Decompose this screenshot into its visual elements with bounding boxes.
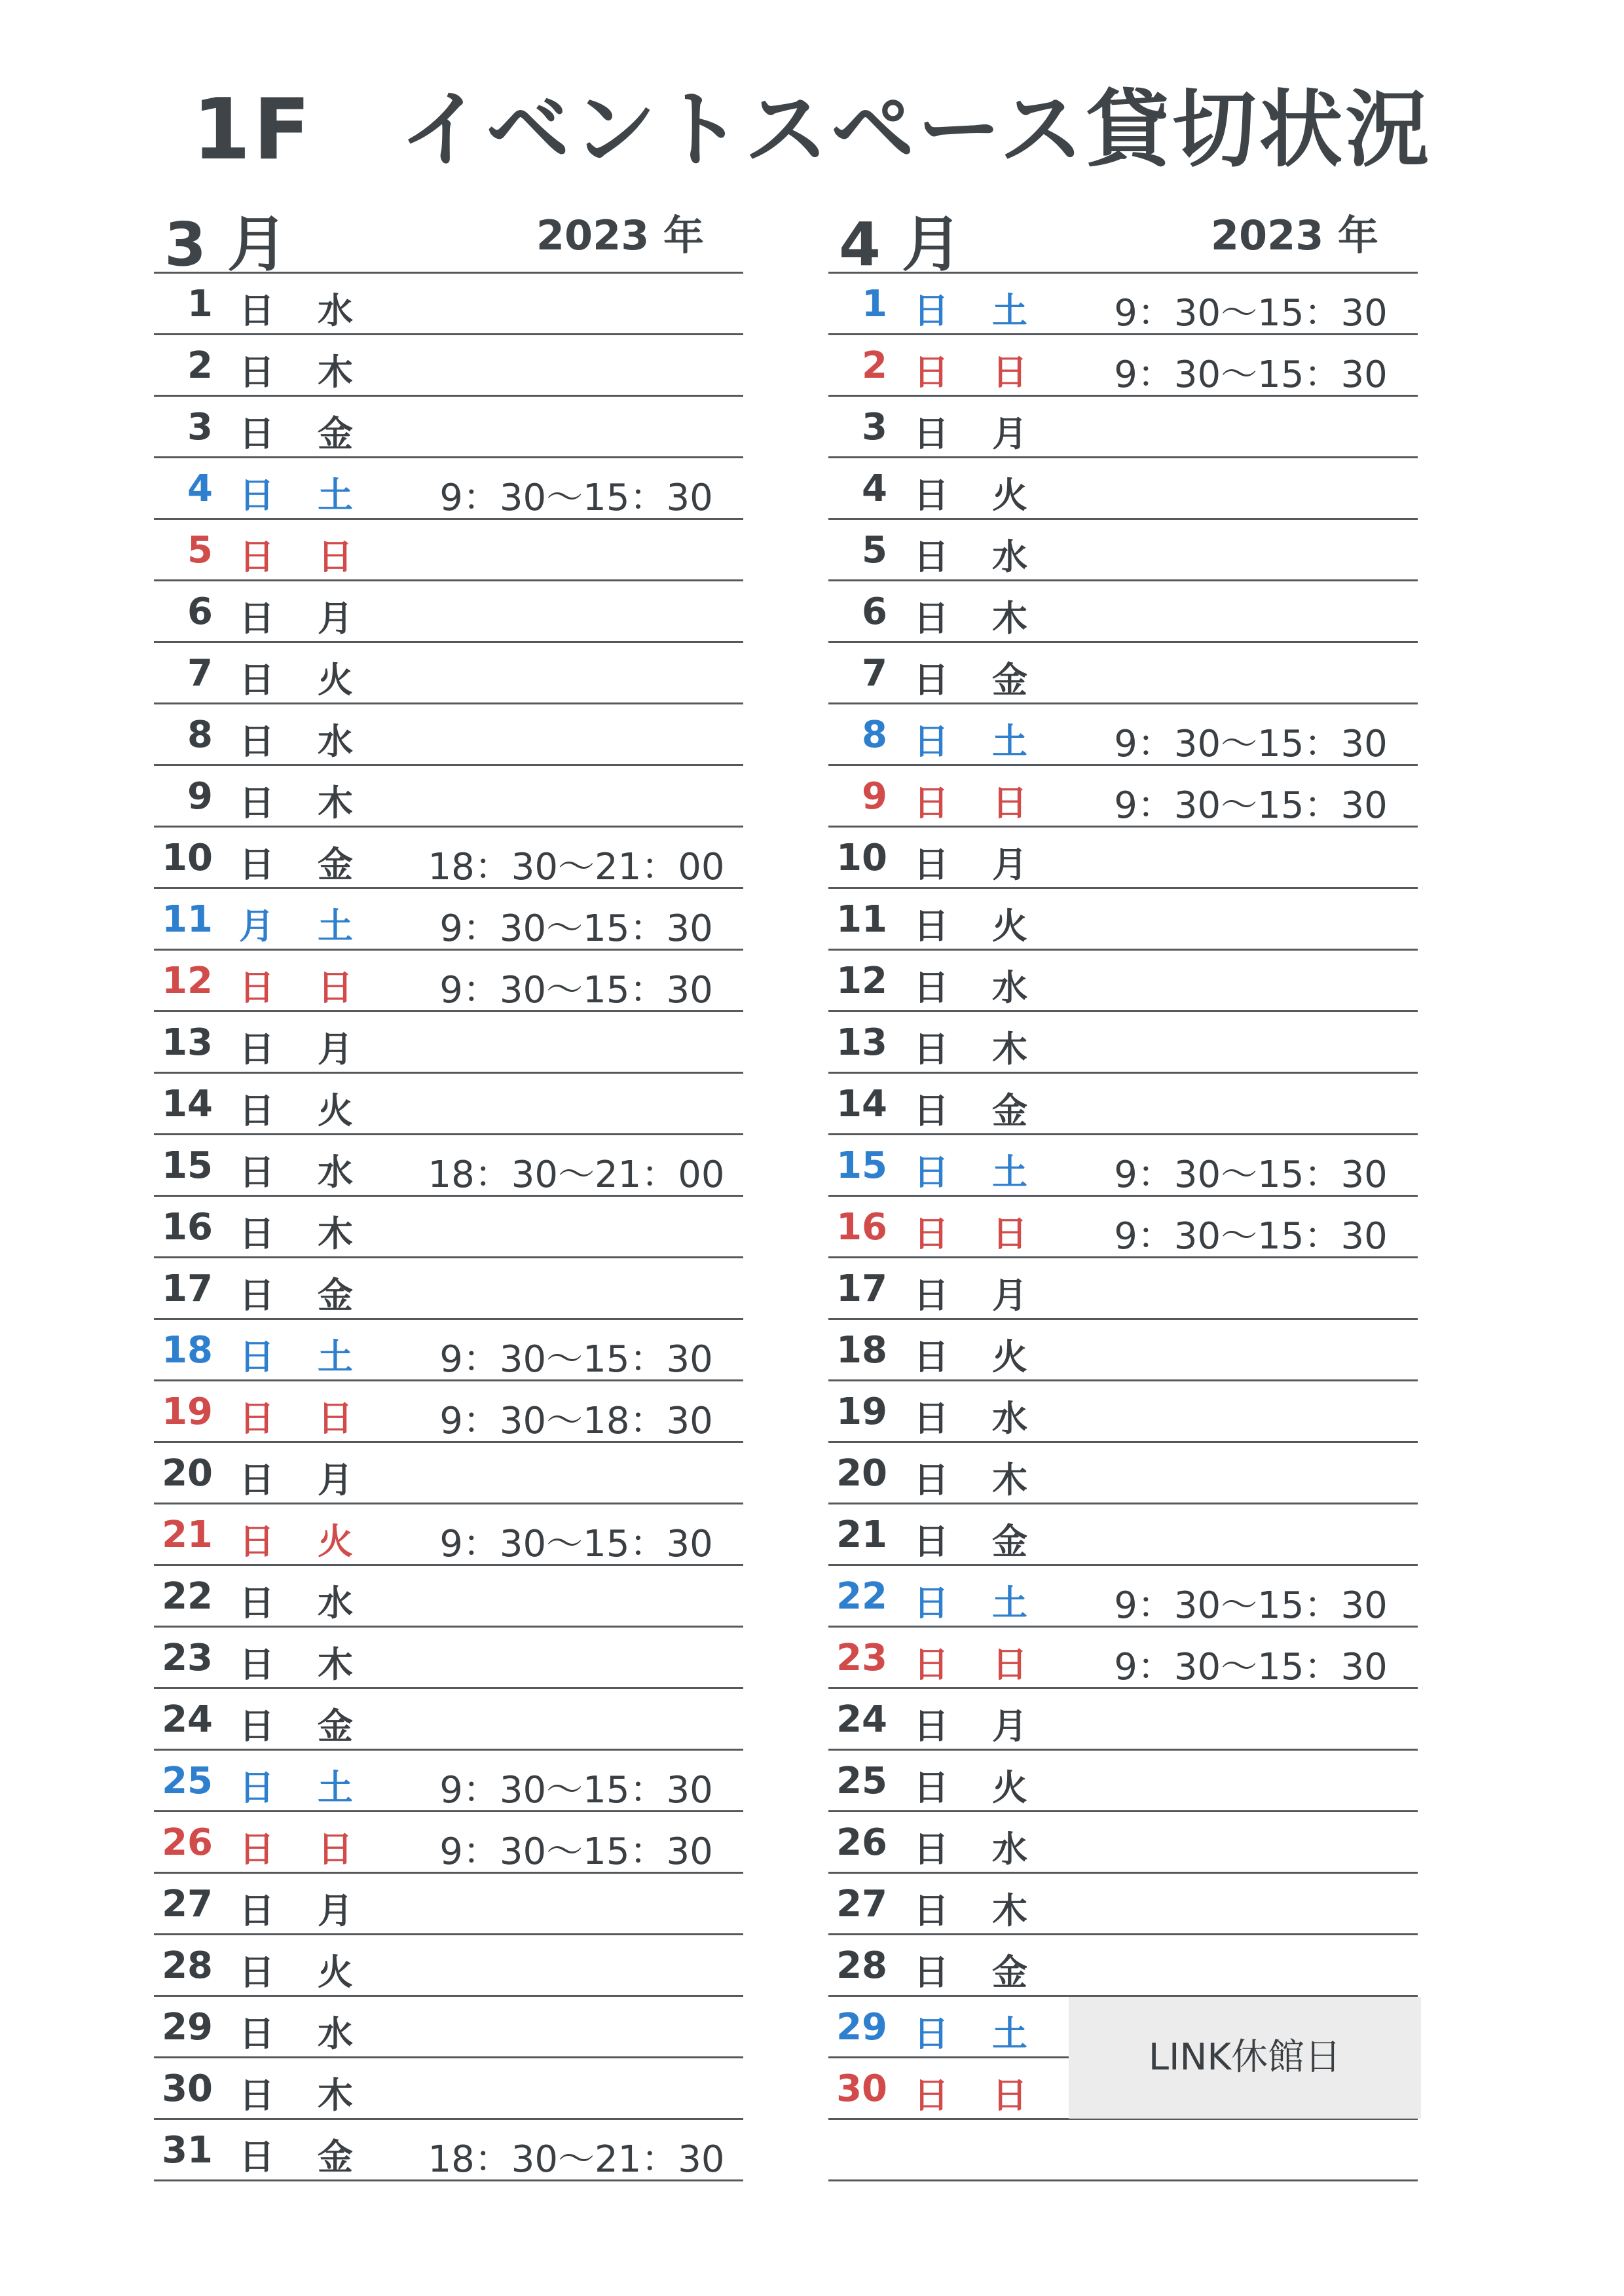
day-suffix: 日 [239, 1952, 274, 1993]
day-suffix: 日 [913, 290, 949, 331]
weekday: 土 [992, 1582, 1027, 1624]
day-suffix: 日 [239, 290, 274, 331]
march-rows [154, 274, 743, 2181]
weekday: 金 [992, 1952, 1027, 1993]
april-month-label: 4 月 [839, 210, 963, 280]
day-number: 8 [862, 714, 887, 756]
table-row [828, 458, 1418, 520]
april-year-label: 2023 年 [1210, 211, 1378, 259]
table-row [828, 1381, 1418, 1443]
table-row [154, 1812, 743, 1874]
day-number: 13 [162, 1021, 213, 1064]
rental-time: 9：30～15：30 [1114, 354, 1388, 396]
weekday: 水 [318, 2013, 353, 2054]
weekday: 日 [992, 2075, 1027, 2116]
table-row [154, 1997, 743, 2058]
day-number: 31 [162, 2129, 213, 2172]
weekday: 水 [992, 1398, 1027, 1439]
rental-time: 9：30～15：30 [1114, 1584, 1388, 1627]
day-number: 10 [836, 837, 887, 879]
day-suffix: 日 [239, 1521, 274, 1562]
day-number: 13 [836, 1021, 887, 1064]
day-suffix: 日 [239, 1090, 274, 1131]
day-suffix: 日 [239, 844, 274, 885]
day-number: 4 [862, 467, 887, 510]
table-row [154, 397, 743, 458]
weekday: 月 [318, 598, 353, 639]
table-row [154, 1197, 743, 1258]
day-suffix: 日 [913, 1705, 949, 1747]
day-suffix: 日 [913, 2013, 949, 2054]
weekday: 土 [318, 905, 353, 947]
day-number: 22 [836, 1575, 887, 1618]
rental-time: 9：30～15：30 [439, 1831, 713, 1873]
table-row [154, 1381, 743, 1443]
table-row [154, 643, 743, 704]
day-suffix: 日 [913, 1644, 949, 1685]
weekday: 日 [992, 782, 1027, 824]
day-number: 11 [162, 898, 213, 941]
day-number: 14 [162, 1083, 213, 1125]
weekday: 土 [318, 1336, 353, 1377]
day-number: 9 [187, 775, 213, 818]
day-suffix: 日 [913, 967, 949, 1008]
rental-time: 9：30～15：30 [439, 969, 713, 1011]
table-row [154, 1566, 743, 1628]
day-number: 1 [187, 283, 213, 325]
day-number: 27 [162, 1883, 213, 1925]
rental-time: 9：30～15：30 [1114, 1646, 1388, 1688]
table-row [154, 1628, 743, 1689]
rental-time: 9：30～15：30 [439, 1769, 713, 1812]
day-suffix: 日 [913, 1152, 949, 1193]
weekday: 木 [318, 1213, 353, 1254]
day-number: 20 [836, 1452, 887, 1495]
weekday: 火 [318, 1521, 353, 1562]
weekday: 金 [318, 1705, 353, 1747]
day-suffix: 日 [913, 1398, 949, 1439]
weekday: 月 [992, 844, 1027, 885]
table-row [828, 274, 1418, 335]
day-suffix: 日 [913, 2075, 949, 2116]
day-suffix: 日 [239, 2013, 274, 2054]
day-suffix: 日 [913, 475, 949, 516]
table-row [154, 1320, 743, 1381]
table-row [828, 1751, 1418, 1812]
day-number: 24 [836, 1698, 887, 1741]
day-suffix: 日 [239, 475, 274, 516]
weekday: 日 [992, 1644, 1027, 1685]
day-number: 29 [162, 2006, 213, 2049]
weekday: 火 [992, 475, 1027, 516]
table-row [154, 520, 743, 581]
table-row [828, 1012, 1418, 1074]
day-number: 5 [862, 529, 887, 572]
day-number: 2 [862, 344, 887, 387]
day-number: 12 [836, 960, 887, 1002]
weekday: 火 [992, 905, 1027, 947]
rental-time: 18：30～21：00 [428, 846, 725, 888]
day-number: 8 [187, 714, 213, 756]
weekday: 日 [992, 352, 1027, 393]
day-suffix: 日 [239, 413, 274, 454]
day-suffix: 日 [913, 598, 949, 639]
day-suffix: 日 [239, 1398, 274, 1439]
weekday: 土 [992, 721, 1027, 762]
weekday: 水 [318, 290, 353, 331]
rental-time: 9：30～15：30 [439, 907, 713, 950]
day-suffix: 日 [913, 782, 949, 824]
table-row [154, 1874, 743, 1935]
table-row [154, 274, 743, 335]
day-number: 18 [162, 1329, 213, 1372]
day-number: 6 [187, 591, 213, 633]
weekday: 金 [318, 1275, 353, 1316]
table-row [828, 1504, 1418, 1566]
table-row [828, 520, 1418, 581]
day-number: 21 [162, 1514, 213, 1556]
weekday: 木 [992, 1029, 1027, 1070]
weekday: 火 [992, 1336, 1027, 1377]
table-row [154, 1689, 743, 1751]
table-row [828, 951, 1418, 1012]
april-column [828, 196, 1418, 2181]
march-year-label: 2023 年 [536, 211, 704, 259]
day-number: 2 [187, 344, 213, 387]
table-row [154, 1135, 743, 1197]
table-row [828, 1874, 1418, 1935]
weekday: 土 [318, 475, 353, 516]
day-suffix: 日 [239, 967, 274, 1008]
rental-time: 9：30～15：30 [1114, 1215, 1388, 1258]
day-suffix: 日 [913, 1582, 949, 1624]
weekday: 土 [992, 290, 1027, 331]
table-row [828, 397, 1418, 458]
day-suffix: 日 [239, 659, 274, 701]
day-number: 4 [187, 467, 213, 510]
weekday: 火 [992, 1767, 1027, 1808]
weekday: 木 [992, 1459, 1027, 1501]
day-number: 10 [162, 837, 213, 879]
table-row [828, 1258, 1418, 1320]
weekday: 木 [318, 782, 353, 824]
weekday: 水 [992, 967, 1027, 1008]
day-number: 26 [162, 1821, 213, 1864]
day-suffix: 日 [913, 1029, 949, 1070]
day-suffix: 日 [913, 1275, 949, 1316]
table-row [828, 1689, 1418, 1751]
table-row [828, 1320, 1418, 1381]
day-number: 16 [162, 1206, 213, 1248]
table-row [828, 335, 1418, 397]
table-row [828, 889, 1418, 951]
day-suffix: 日 [239, 598, 274, 639]
table-row [828, 766, 1418, 828]
day-suffix: 日 [913, 352, 949, 393]
table-row [828, 643, 1418, 704]
weekday: 月 [318, 1459, 353, 1501]
day-number: 14 [836, 1083, 887, 1125]
table-row [154, 2058, 743, 2120]
day-number: 20 [162, 1452, 213, 1495]
day-suffix: 月 [239, 905, 274, 947]
day-suffix: 日 [913, 905, 949, 947]
april-header [828, 196, 1418, 280]
day-number: 25 [836, 1760, 887, 1802]
table-row [154, 1504, 743, 1566]
weekday: 日 [992, 1213, 1027, 1254]
weekday: 月 [992, 413, 1027, 454]
day-number: 7 [187, 652, 213, 695]
weekday: 日 [318, 1829, 353, 1870]
weekday: 月 [992, 1275, 1027, 1316]
table-row [828, 581, 1418, 643]
weekday: 金 [992, 1521, 1027, 1562]
table-row [154, 951, 743, 1012]
day-number: 7 [862, 652, 887, 695]
weekday: 金 [992, 659, 1027, 701]
day-suffix: 日 [239, 1705, 274, 1747]
march-column [154, 196, 743, 2181]
day-suffix: 日 [913, 844, 949, 885]
day-number: 6 [862, 591, 887, 633]
weekday: 木 [992, 1890, 1027, 1931]
table-row [154, 581, 743, 643]
day-suffix: 日 [913, 1767, 949, 1808]
day-suffix: 日 [913, 1890, 949, 1931]
day-number: 30 [162, 2068, 213, 2110]
day-number: 15 [836, 1144, 887, 1187]
day-number: 22 [162, 1575, 213, 1618]
table-row [154, 1935, 743, 1997]
day-suffix: 日 [239, 2075, 274, 2116]
weekday: 日 [318, 536, 353, 577]
day-number: 24 [162, 1698, 213, 1741]
day-number: 30 [836, 2068, 887, 2110]
table-row [154, 1012, 743, 1074]
day-number: 1 [862, 283, 887, 325]
table-row [828, 2120, 1418, 2181]
day-number: 25 [162, 1760, 213, 1802]
day-suffix: 日 [913, 1213, 949, 1254]
weekday: 水 [318, 1582, 353, 1624]
rental-time: 9：30～15：30 [439, 1523, 713, 1565]
table-row [154, 1751, 743, 1812]
day-suffix: 日 [913, 1829, 949, 1870]
day-suffix: 日 [239, 536, 274, 577]
day-suffix: 日 [239, 721, 274, 762]
weekday: 月 [318, 1890, 353, 1931]
table-row [828, 1566, 1418, 1628]
table-row [828, 1443, 1418, 1504]
weekday: 金 [318, 413, 353, 454]
day-suffix: 日 [913, 413, 949, 454]
rental-time: 9：30～15：30 [1114, 1154, 1388, 1196]
day-suffix: 日 [239, 1767, 274, 1808]
weekday: 土 [992, 1152, 1027, 1193]
day-number: 12 [162, 960, 213, 1002]
weekday: 日 [318, 1398, 353, 1439]
weekday: 木 [318, 2075, 353, 2116]
closed-day-notice: LINK休館日 [1069, 1997, 1421, 2119]
day-suffix: 日 [913, 721, 949, 762]
table-row [828, 828, 1418, 889]
day-number: 15 [162, 1144, 213, 1187]
day-number: 17 [162, 1267, 213, 1310]
weekday: 火 [318, 1090, 353, 1131]
table-row [828, 1935, 1418, 1997]
weekday: 月 [318, 1029, 353, 1070]
rental-time: 18：30～21：30 [428, 2138, 725, 2181]
table-row [154, 1443, 743, 1504]
weekday: 木 [318, 1644, 353, 1685]
day-number: 17 [836, 1267, 887, 1310]
rental-time: 9：30～15：30 [439, 1338, 713, 1381]
day-suffix: 日 [913, 536, 949, 577]
table-row [154, 766, 743, 828]
rental-time: 9：30～15：30 [1114, 723, 1388, 765]
day-suffix: 日 [239, 1829, 274, 1870]
table-row [154, 335, 743, 397]
day-suffix: 日 [913, 1952, 949, 1993]
day-number: 21 [836, 1514, 887, 1556]
day-suffix: 日 [239, 1336, 274, 1377]
weekday: 火 [318, 659, 353, 701]
day-suffix: 日 [239, 782, 274, 824]
page-title: 1F イベントスペース貸切状況 [192, 81, 1432, 179]
day-suffix: 日 [913, 1336, 949, 1377]
day-number: 26 [836, 1821, 887, 1864]
weekday: 木 [318, 352, 353, 393]
day-suffix: 日 [239, 1275, 274, 1316]
weekday: 火 [318, 1952, 353, 1993]
rental-time: 9：30～15：30 [1114, 292, 1388, 335]
weekday: 水 [318, 721, 353, 762]
day-number: 27 [836, 1883, 887, 1925]
day-suffix: 日 [239, 1459, 274, 1501]
day-suffix: 日 [239, 1029, 274, 1070]
day-suffix: 日 [239, 1152, 274, 1193]
weekday: 水 [992, 536, 1027, 577]
table-row [828, 1628, 1418, 1689]
day-suffix: 日 [239, 1890, 274, 1931]
day-number: 19 [162, 1391, 213, 1433]
table-row [154, 458, 743, 520]
rental-time: 9：30～15：30 [439, 477, 713, 519]
table-row [154, 704, 743, 766]
table-row [828, 1074, 1418, 1135]
day-number: 29 [836, 2006, 887, 2049]
day-suffix: 日 [913, 1459, 949, 1501]
weekday: 金 [318, 844, 353, 885]
day-number: 23 [836, 1637, 887, 1679]
table-row [154, 889, 743, 951]
table-row [154, 2120, 743, 2181]
day-suffix: 日 [239, 1582, 274, 1624]
weekday: 土 [318, 1767, 353, 1808]
table-row [828, 1135, 1418, 1197]
day-number: 3 [187, 406, 213, 448]
day-suffix: 日 [913, 1521, 949, 1562]
day-suffix: 日 [239, 352, 274, 393]
day-number: 11 [836, 898, 887, 941]
weekday: 土 [992, 2013, 1027, 2054]
table-row [154, 828, 743, 889]
weekday: 水 [992, 1829, 1027, 1870]
weekday: 金 [318, 2136, 353, 2178]
march-header [154, 196, 743, 280]
day-number: 3 [862, 406, 887, 448]
rental-time: 9：30～15：30 [1114, 784, 1388, 827]
day-number: 18 [836, 1329, 887, 1372]
weekday: 金 [992, 1090, 1027, 1131]
day-number: 19 [836, 1391, 887, 1433]
day-number: 16 [836, 1206, 887, 1248]
weekday: 水 [318, 1152, 353, 1193]
table-row [828, 1197, 1418, 1258]
day-number: 28 [836, 1944, 887, 1987]
day-suffix: 日 [239, 1644, 274, 1685]
table-row [828, 704, 1418, 766]
day-number: 5 [187, 529, 213, 572]
rental-time: 18：30～21：00 [428, 1154, 725, 1196]
table-row [828, 1812, 1418, 1874]
day-number: 9 [862, 775, 887, 818]
rental-time: 9：30～18：30 [439, 1400, 713, 1442]
april-rows [828, 274, 1418, 2181]
day-number: 28 [162, 1944, 213, 1987]
day-suffix: 日 [239, 2136, 274, 2178]
weekday: 木 [992, 598, 1027, 639]
weekday: 月 [992, 1705, 1027, 1747]
weekday: 日 [318, 967, 353, 1008]
day-suffix: 日 [913, 659, 949, 701]
table-row [154, 1258, 743, 1320]
day-number: 23 [162, 1637, 213, 1679]
day-suffix: 日 [913, 1090, 949, 1131]
day-suffix: 日 [239, 1213, 274, 1254]
march-month-label: 3 月 [164, 210, 288, 280]
table-row [154, 1074, 743, 1135]
